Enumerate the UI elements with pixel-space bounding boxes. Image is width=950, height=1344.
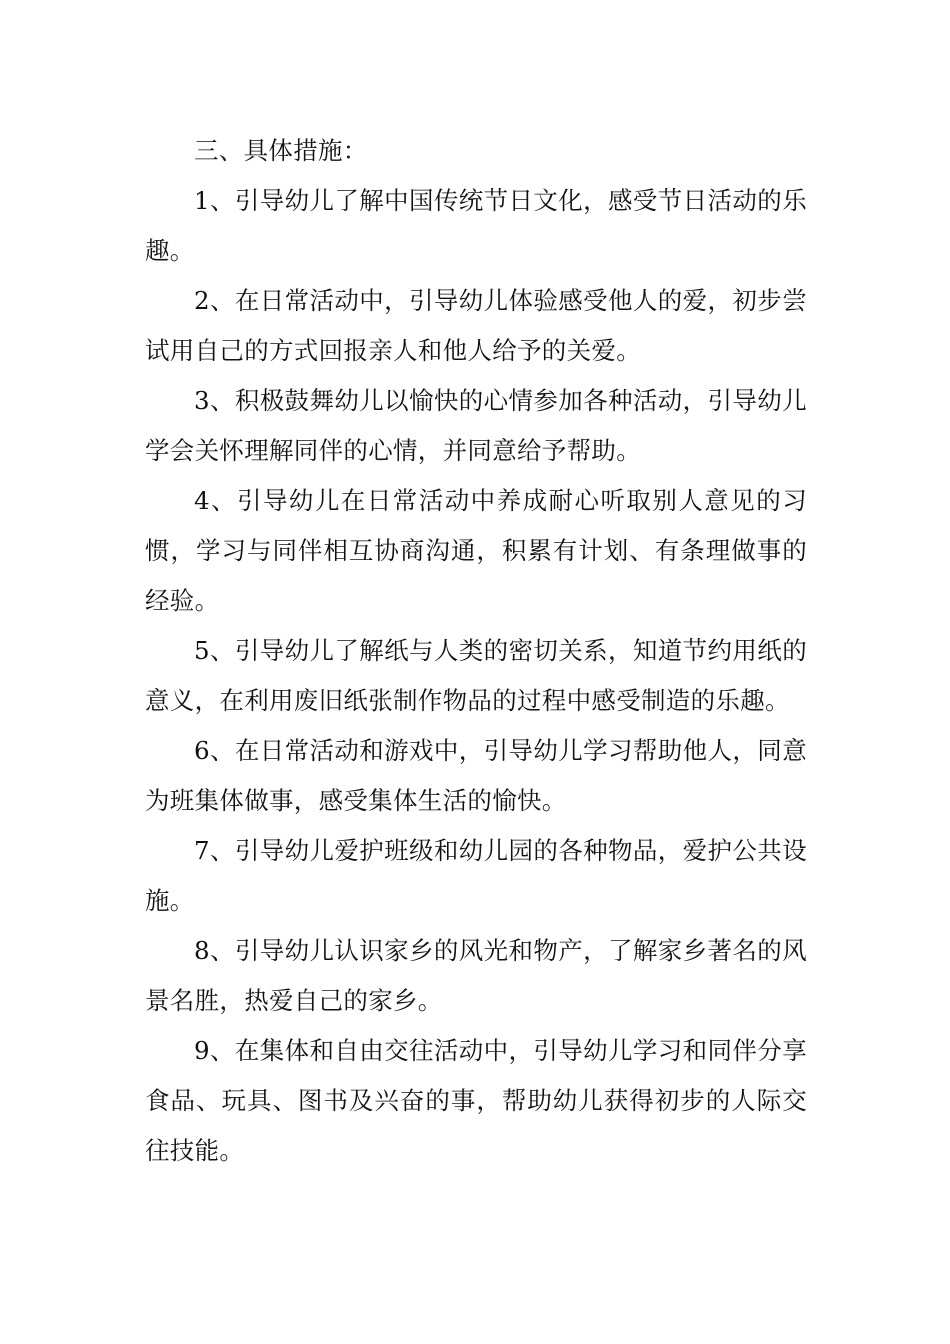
measure-item-4: 4、引导幼儿在日常活动中养成耐心听取别人意见的习惯，学习与同伴相互协商沟通，积累有计划、有条理做事的经验。 bbox=[145, 486, 807, 615]
measure-item-8: 8、引导幼儿认识家乡的风光和物产，了解家乡著名的风景名胜，热爱自己的家乡。 bbox=[145, 936, 807, 1015]
measure-item-5: 5、引导幼儿了解纸与人类的密切关系，知道节约用纸的意义，在利用废旧纸张制作物品的过程中感受制造的乐趣。 bbox=[145, 636, 807, 715]
measure-item-3: 3、积极鼓舞幼儿以愉快的心情参加各种活动，引导幼儿学会关怀理解同伴的心情，并同意给予帮助。 bbox=[145, 386, 807, 465]
measure-item-9: 9、在集体和自由交往活动中，引导幼儿学习和同伴分享食品、玩具、图书及兴奋的事，帮助幼儿获得初步的人际交往技能。 bbox=[145, 1036, 807, 1165]
document-body bbox=[145, 126, 807, 1176]
measure-item-2: 2、在日常活动中，引导幼儿体验感受他人的爱，初步尝试用自己的方式回报亲人和他人给予的关爱。 bbox=[145, 286, 807, 365]
measure-item-1: 1、引导幼儿了解中国传统节日文化，感受节日活动的乐趣。 bbox=[145, 186, 807, 265]
section-heading: 三、具体措施： bbox=[194, 136, 368, 165]
measure-item-6: 6、在日常活动和游戏中，引导幼儿学习帮助他人，同意为班集体做事，感受集体生活的愉快。 bbox=[145, 736, 807, 815]
measure-item-7: 7、引导幼儿爱护班级和幼儿园的各种物品，爱护公共设施。 bbox=[145, 836, 807, 915]
